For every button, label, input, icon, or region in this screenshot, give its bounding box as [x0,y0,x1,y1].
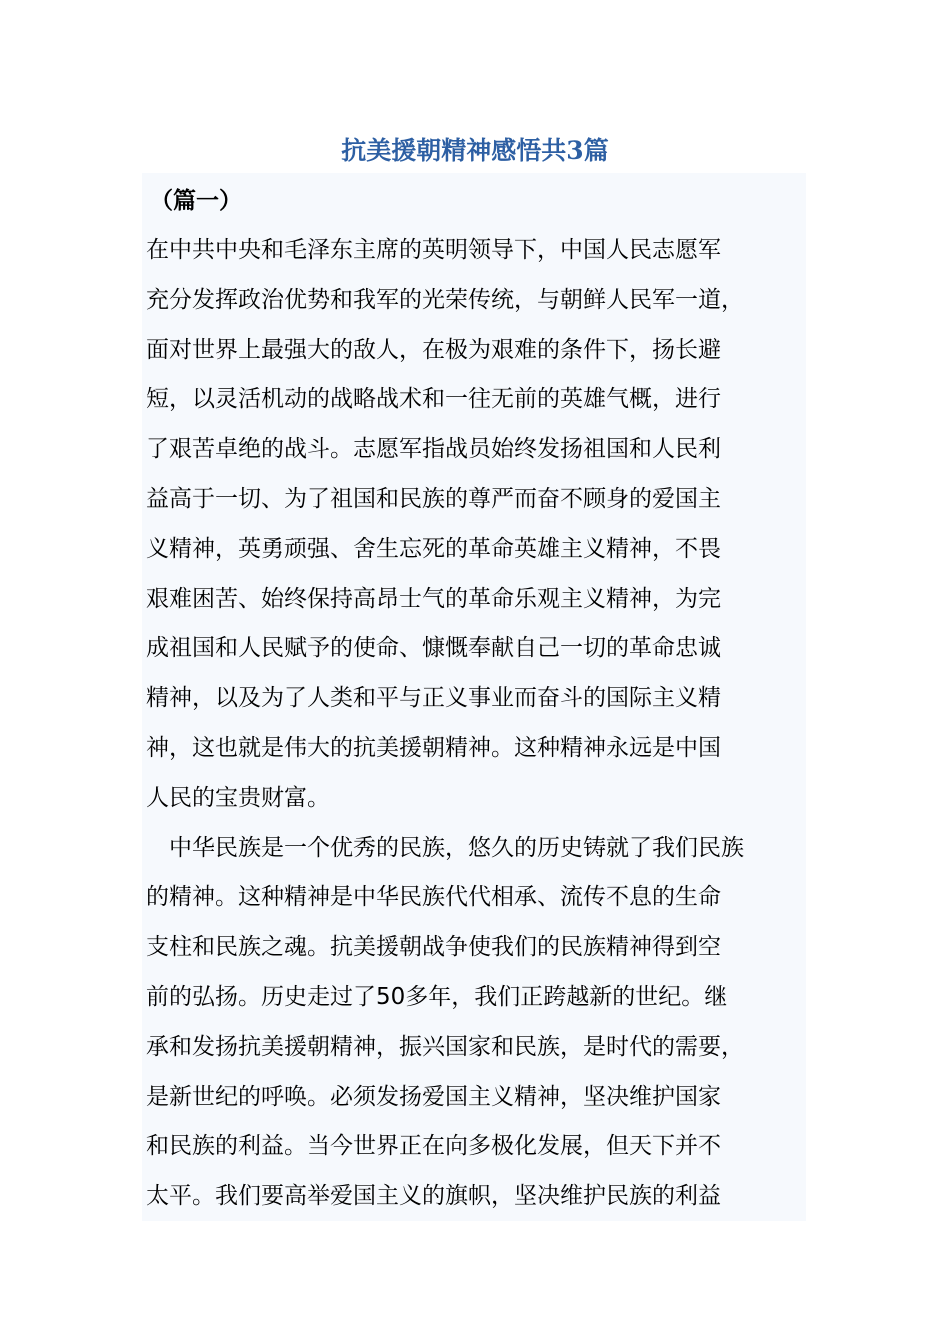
body-line: 艰难困苦、始终保持高昂士气的革命乐观主义精神，为完 [146,586,721,612]
section-heading: （篇一） [150,188,242,214]
body-line: 益高于一切、为了祖国和民族的尊严而奋不顾身的爱国主 [146,486,721,512]
body-line: 在中共中央和毛泽东主席的英明领导下，中国人民志愿军 [146,237,721,263]
body-line: 太平。我们要高举爱国主义的旗帜，坚决维护民族的利益 [146,1183,721,1209]
body-line: 面对世界上最强大的敌人，在极为艰难的条件下，扬长避 [146,337,721,363]
document-title: 抗美援朝精神感悟共3篇 [341,136,609,165]
body-line: 的精神。这种精神是中华民族代代相承、流传不息的生命 [146,884,721,910]
body-line: 了艰苦卓绝的战斗。志愿军指战员始终发扬祖国和人民利 [146,436,721,462]
body-line: 前的弘扬。历史走过了50多年，我们正跨越新的世纪。继 [146,984,728,1010]
body-line: 精神，以及为了人类和平与正义事业而奋斗的国际主义精 [146,685,721,711]
body-line: 成祖国和人民赋予的使命、慷慨奉献自己一切的革命忠诚 [146,635,721,661]
body-line: 承和发扬抗美援朝精神，振兴国家和民族，是时代的需要， [146,1034,744,1060]
body-line: 短，以灵活机动的战略战术和一往无前的英雄气概，进行 [146,386,721,412]
body-line: 神，这也就是伟大的抗美援朝精神。这种精神永远是中国 [146,735,721,761]
body-line: 和民族的利益。当今世界正在向多极化发展，但天下并不 [146,1133,721,1159]
body-line: 支柱和民族之魂。抗美援朝战争使我们的民族精神得到空 [146,934,721,960]
body-line: 充分发挥政治优势和我军的光荣传统，与朝鲜人民军一道， [146,287,744,313]
body-line: 义精神，英勇顽强、舍生忘死的革命英雄主义精神，不畏 [146,536,721,562]
body-line: 人民的宝贵财富。 [146,785,330,811]
body-line: 中华民族是一个优秀的民族，悠久的历史铸就了我们民族 [146,835,744,861]
body-line: 是新世纪的呼唤。必须发扬爱国主义精神，坚决维护国家 [146,1084,721,1110]
